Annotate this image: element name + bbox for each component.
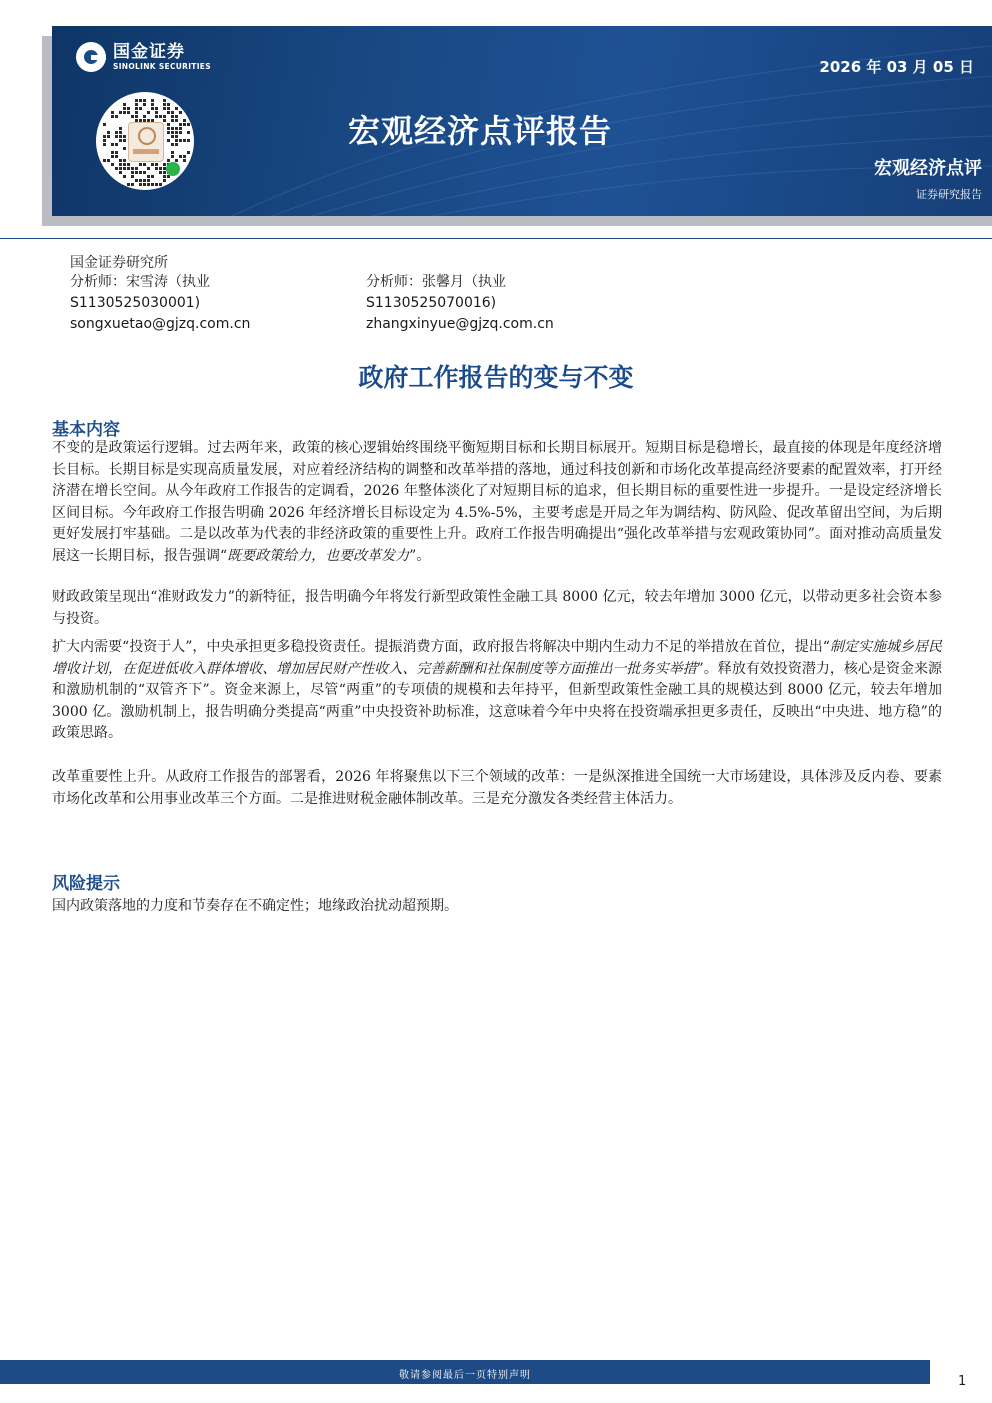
qr-center-logo xyxy=(128,122,164,162)
analyst-email[interactable]: songxuetao@gjzq.com.cn xyxy=(70,316,251,332)
report-banner xyxy=(52,26,992,216)
article-title: 政府工作报告的变与不变 xyxy=(358,363,634,392)
emphasis-quote: 既要政策给力，也要改革发力 xyxy=(227,547,410,564)
logo-name-cn: 国金证券 xyxy=(113,41,185,62)
report-date: 2026 年 03 月 05 日 xyxy=(819,58,974,76)
footer-disclaimer-notice: 敬请参阅最后一页特别声明 xyxy=(399,1370,531,1381)
header-divider xyxy=(0,238,992,239)
report-category: 宏观经济点评 xyxy=(874,158,982,179)
paragraph-policy-logic: 不变的是政策运行逻辑。过去两年来，政策的核心逻辑始终围绕平衡短期目标和长期目标展开。短期目标是稳增长，最直接的体现是年度经济增长目标。长期目标是实现高质量发展，对应着经济结构的调整和改革举措的落地，通过科技创新和市场化改革提高经济要素的配置效率，打开经济潜在增长空间。从今年政府工作报告的定调看，2026 年整体淡化了对短期目标的追求，但长期目标的重要性进一步提升。一是设定经济增长区间目标。今年政府工作报告明确 2026 年经济增长目标设定为 4.5%-5%，主要考虑是开局之年为调结构、防风险、促改革留出空间，为后期更好发展打牢基础。二是以改革为代表的非经济政策的重要性上升。政府工作报告明确提出“强化改革举措与宏观政策协同”。面对推动高质量发展这一长期目标，报告强调“既要政策给力，也要改革发力”。 xyxy=(52,440,942,564)
paragraph-fiscal-policy: 财政政策呈现出“准财政发力”的新特征，报告明确今年将发行新型政策性金融工具 8000 亿元，较去年增加 3000 亿元，以带动更多社会资本参与投资。 xyxy=(52,589,942,627)
report-subcategory: 证券研究报告 xyxy=(916,188,982,201)
analyst-name: 分析师：宋雪涛（执业 xyxy=(70,274,210,290)
analyst-block xyxy=(70,272,250,335)
emphasis-quote: 制定实施城乡居民增收计划，在促进低收入群体增收、增加居民财产性收入、完善薪酬和社保制度等方面推出一批务实举措 xyxy=(52,639,943,677)
analyst-email[interactable]: zhangxinyue@gjzq.com.cn xyxy=(366,316,554,332)
section-heading-summary: 基本内容 xyxy=(52,420,120,440)
analyst-license: S1130525070016) xyxy=(366,295,497,311)
company-logo xyxy=(76,42,211,72)
analyst-license: S1130525030001) xyxy=(70,295,201,311)
research-institution: 国金证券研究所 xyxy=(70,255,168,271)
analyst-name: 分析师：张馨月（执业 xyxy=(366,274,506,290)
report-type-title: 宏观经济点评报告 xyxy=(348,112,613,150)
page-number: 1 xyxy=(958,1374,967,1389)
paragraph-risk: 国内政策落地的力度和节奏存在不确定性；地缘政治扰动超预期。 xyxy=(52,898,458,914)
analyst-block xyxy=(366,272,554,335)
logo-icon xyxy=(76,42,106,72)
qr-code[interactable] xyxy=(96,92,194,190)
section-heading-risk: 风险提示 xyxy=(52,874,120,894)
paragraph-domestic-demand: 扩大内需要“投资于人”，中央承担更多稳投资责任。提振消费方面，政府报告将解决中期内生动力不足的举措放在首位，提出“制定实施城乡居民增收计划，在促进低收入群体增收、增加居民财产性收入、完善薪酬和社保制度等方面推出一批务实举措”。释放有效投资潜力，核心是资金来源和激励机制的“双管齐下”。资金来源上，尽管“两重”的专项债的规模和去年持平，但新型政策性金融工具的规模达到 8000 亿元，较去年增加 3000 亿。激励机制上，报告明确分类提高“两重”中央投资补助标准，这意味着今年中央将在投资端承担更多责任，反映出“中央进、地方稳”的政策思路。 xyxy=(52,639,943,741)
paragraph-reform: 改革重要性上升。从政府工作报告的部署看，2026 年将聚焦以下三个领域的改革：一是纵深推进全国统一大市场建设，具体涉及反内卷、要素市场化改革和公用事业改革三个方面。二是推进财税金融体制改革。三是充分激发各类经营主体活力。 xyxy=(52,769,942,807)
miniprogram-badge-icon xyxy=(166,162,180,176)
logo-name-en: SINOLINK SECURITIES xyxy=(113,61,211,71)
